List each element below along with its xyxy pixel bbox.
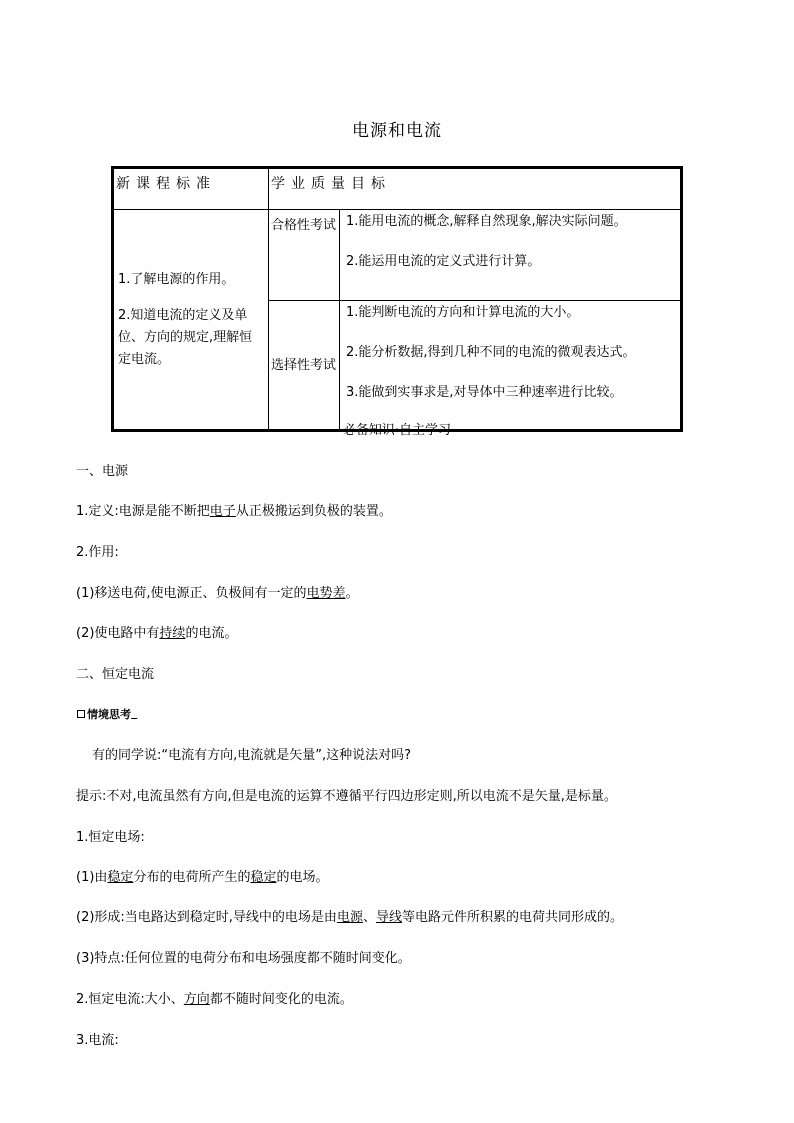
steady-field-item-3: (3)特点:任何位置的电荷分布和电场强度都不随时间变化。 [76,951,411,966]
goals-cell [340,301,682,431]
underlined-term: 持续 [159,626,186,641]
goal-item: 1.能用电流的概念,解释自然现象,解决实际问题。 [346,214,627,229]
standard-cell [113,210,269,431]
page-title: 电源和电流 [352,121,442,141]
header-goals-label: 学业质量目标 [271,176,391,192]
text-span: 、 [362,910,376,925]
underlined-term: 导线 [375,910,402,925]
underlined-term: 电子 [209,504,236,519]
text-span: 的电场。 [276,870,329,885]
header-cell-standard [113,168,269,210]
table-header-row [113,168,682,210]
goal-item: 2.能运用电流的定义式进行计算。 [346,254,541,269]
text-span: (1)由 [76,870,108,885]
text-span: (2)形成:当电路达到稳定时,导线中的电场是由 [76,910,337,925]
standard-item: 2.知道电流的定义及单位、方向的规定,理解恒定电流。 [118,307,253,367]
steady-current-line [76,988,353,1007]
function-heading: 2.作用: [76,545,119,560]
goal-item: 2.能分析数据,得到几种不同的电流的微观表达式。 [346,345,636,360]
hint-text: 提示:不对,电流虽然有方向,但是电流的运算不遵循平行四边形定则,所以电流不是矢量,是标量。 [76,789,617,804]
text-span: 2.恒定电流:大小、 [76,992,184,1007]
steady-field-item-2 [76,906,623,925]
badge-label: 情境思考 [87,708,131,721]
function-item-1 [76,582,359,601]
goals-cell [340,210,682,301]
text-span: (1)移送电荷,使电源正、负极间有一定的 [76,586,307,601]
scenario-badge [77,706,140,722]
heading-power-source: 一、电源 [76,464,129,479]
text-span: 从正极搬运到负极的装置。 [235,504,392,519]
curriculum-table [111,166,683,432]
underlined-term: 方向 [183,992,210,1007]
heading-steady-current: 二、恒定电流 [76,667,155,682]
text-span: (2)使电路中有 [76,626,160,641]
table-row [113,210,682,301]
text-span: 都不随时间变化的电流。 [209,992,353,1007]
definition-line [76,500,392,519]
text-span: 1.定义:电源是能不断把 [76,504,210,519]
text-span: 。 [345,586,359,601]
function-item-2 [76,622,237,641]
level-cell: 合格性考试 [269,210,340,301]
underlined-term: 稳定 [250,870,277,885]
header-standard-label: 新课程标准 [116,176,216,192]
underlined-term: 稳定 [107,870,134,885]
question-text: 有的同学说:“电流有方向,电流就是矢量”,这种说法对吗? [92,748,412,763]
steady-field-item-1 [76,866,328,885]
steady-field-heading: 1.恒定电场: [76,830,145,845]
goal-item: 1.能判断电流的方向和计算电流的大小。 [346,305,580,320]
square-icon [77,710,85,718]
underlined-term: 电势差 [306,586,346,601]
current-heading: 3.电流: [76,1033,119,1048]
header-cell-goals [269,168,682,210]
text-span: 的电流。 [185,626,238,641]
goal-item: 3.能做到实事求是,对导体中三种速率进行比较。 [346,385,623,400]
underlined-term: 电源 [336,910,363,925]
text-span: 等电路元件所积累的电荷共同形成的。 [401,910,623,925]
standard-item: 1.了解电源的作用。 [118,271,235,287]
section-label: 必备知识·自主学习 [342,423,452,438]
text-span: 分布的电荷所产生的 [133,870,251,885]
level-cell: 选择性考试 [269,301,340,431]
slash-icon [131,710,143,719]
